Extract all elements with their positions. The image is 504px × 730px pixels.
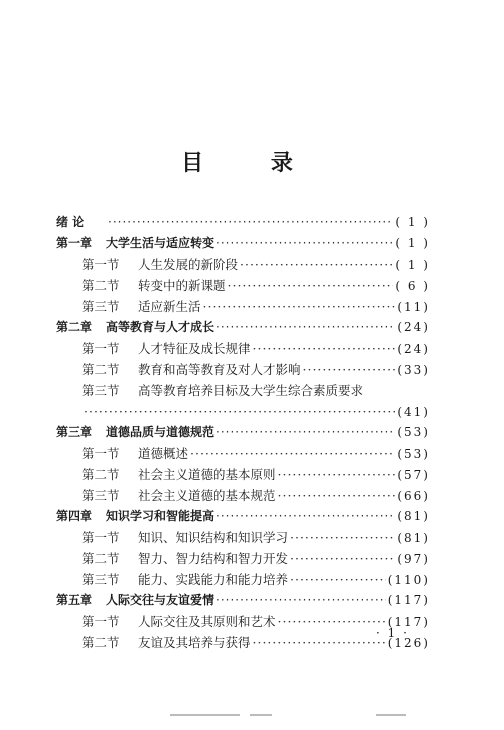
toc-entry-title: 教育和高等教育及对人才影响 (138, 362, 301, 377)
toc-leader-dots (290, 527, 395, 548)
toc-leader-dots (278, 464, 396, 485)
toc-entry-page: ( 1 ) (395, 215, 430, 229)
toc-entry-number: 第二节 (82, 362, 120, 377)
toc-entry-number: 第二章 (56, 320, 93, 334)
toc-leader-dots (84, 401, 395, 422)
toc-chapter-entry[interactable] (56, 590, 430, 611)
toc-entry-page: ( 1 ) (395, 258, 430, 272)
toc-chapter-entry[interactable] (56, 212, 430, 233)
toc-entry-page: (117) (387, 615, 430, 629)
toc-entry-number: 第一节 (82, 341, 120, 356)
toc-entry-page: (24) (397, 342, 430, 356)
toc-leader-dots (253, 338, 396, 359)
toc-entry-number: 第二节 (82, 551, 120, 566)
toc-leader-dots (216, 590, 386, 611)
toc-entry-number: 第一节 (82, 446, 120, 461)
toc-section-entry[interactable] (56, 275, 430, 296)
toc-entry-page: (66) (397, 489, 430, 503)
toc-entry-title: 社会主义道德的基本原则 (138, 467, 276, 482)
toc-entry-title: 适应新生活 (138, 299, 201, 314)
toc-leader-dots (278, 611, 386, 632)
toc-entry-number: 第三节 (82, 488, 120, 503)
toc-leader-dots (290, 548, 395, 569)
scan-artifact (376, 714, 406, 716)
scan-artifact (250, 714, 272, 716)
table-of-contents (56, 212, 430, 653)
toc-entry-number: 第三节 (82, 383, 120, 398)
toc-title: 目 录 (181, 151, 323, 176)
toc-entry-number: 第三节 (82, 299, 120, 314)
toc-entry-number: 第四章 (56, 509, 93, 523)
toc-entry-number: 第一节 (82, 257, 120, 272)
toc-section-entry[interactable] (56, 338, 430, 359)
toc-entry-page: (11) (397, 300, 430, 314)
toc-entry-number: 第一节 (82, 614, 120, 629)
toc-entry-title: 高等教育与人才成长 (106, 320, 215, 334)
toc-entry-page: (126) (387, 636, 430, 650)
toc-leader-dots (216, 506, 395, 527)
toc-entry-number: 第三章 (56, 425, 93, 439)
toc-entry-page: (33) (397, 363, 430, 377)
toc-section-entry[interactable] (56, 611, 430, 632)
toc-section-entry[interactable] (56, 632, 430, 653)
toc-section-entry[interactable] (56, 359, 430, 380)
toc-entry-page: (117) (387, 593, 430, 607)
toc-entry-number: 第三节 (82, 572, 120, 587)
toc-entry-title: 人才特征及成长规律 (138, 341, 251, 356)
toc-chapter-entry[interactable] (56, 506, 430, 527)
page-number: · 1 · (376, 626, 409, 640)
toc-section-entry[interactable] (56, 296, 430, 317)
toc-leader-dots (203, 296, 396, 317)
toc-entry-number: 第二节 (82, 467, 120, 482)
toc-leader-dots (108, 212, 393, 233)
toc-entry-title: 道德品质与道德规范 (106, 425, 215, 439)
toc-entry-title: 知识学习和智能提高 (106, 509, 215, 523)
toc-entry-title: 人际交往及其原则和艺术 (138, 614, 276, 629)
toc-entry-title: 大学生活与适应转变 (106, 236, 215, 250)
toc-entry-title: 智力、智力结构和智力开发 (138, 551, 289, 566)
toc-leader-dots (278, 485, 396, 506)
toc-entry-page: (110) (387, 573, 430, 587)
toc-chapter-entry[interactable] (56, 233, 430, 254)
toc-entry-page: ( 1 ) (395, 236, 430, 250)
toc-section-entry[interactable] (56, 254, 430, 275)
toc-entry-title: 社会主义道德的基本规范 (138, 488, 276, 503)
toc-entry-title: 人际交往与友谊爱情 (106, 593, 215, 607)
toc-entry-page: (24) (397, 320, 430, 334)
toc-entry-title: 人生发展的新阶段 (138, 257, 239, 272)
toc-leader-dots (216, 233, 393, 254)
toc-entry-page: (53) (397, 447, 430, 461)
toc-chapter-entry[interactable] (56, 422, 430, 443)
toc-entry-title: 高等教育培养目标及大学生综合素质要求 (138, 383, 364, 398)
toc-leader-dots (253, 632, 386, 653)
toc-section-entry[interactable] (56, 569, 430, 590)
toc-entry-title: 能力、实践能力和能力培养 (138, 572, 289, 587)
toc-leader-dots (240, 254, 393, 275)
toc-entry-number: 第一节 (82, 530, 120, 545)
toc-section-entry[interactable] (56, 548, 430, 569)
toc-leader-dots (216, 317, 395, 338)
toc-entry-title: 道德概述 (138, 446, 189, 461)
toc-leader-dots (190, 443, 395, 464)
toc-entry-number: 第二节 (82, 635, 120, 650)
scan-artifact (170, 714, 240, 716)
toc-leader-dots (216, 422, 395, 443)
toc-entry-page: (53) (397, 425, 430, 439)
toc-entry-page: (41) (397, 405, 430, 419)
toc-entry-number: 第五章 (56, 593, 93, 607)
toc-section-entry[interactable] (56, 401, 430, 422)
toc-leader-dots (290, 569, 386, 590)
toc-section-entry[interactable] (56, 485, 430, 506)
toc-chapter-entry[interactable] (56, 317, 430, 338)
toc-section-entry[interactable] (56, 527, 430, 548)
toc-entry-page: (57) (397, 468, 430, 482)
toc-entry-title: 友谊及其培养与获得 (138, 635, 251, 650)
toc-entry-number: 第一章 (56, 236, 93, 250)
toc-section-entry[interactable] (56, 380, 430, 401)
toc-leader-dots (303, 359, 396, 380)
toc-entry-title: 知识、知识结构和知识学习 (138, 530, 289, 545)
toc-section-entry[interactable] (56, 464, 430, 485)
toc-entry-number: 绪 论 (56, 215, 85, 229)
toc-entry-page: (81) (397, 509, 430, 523)
toc-leader-dots (228, 275, 394, 296)
toc-entry-page: ( 6 ) (395, 279, 430, 293)
toc-entry-page: (81) (397, 531, 430, 545)
toc-section-entry[interactable] (56, 443, 430, 464)
toc-entry-page: (97) (397, 552, 430, 566)
toc-entry-number: 第二节 (82, 278, 120, 293)
toc-entry-title: 转变中的新课题 (138, 278, 226, 293)
